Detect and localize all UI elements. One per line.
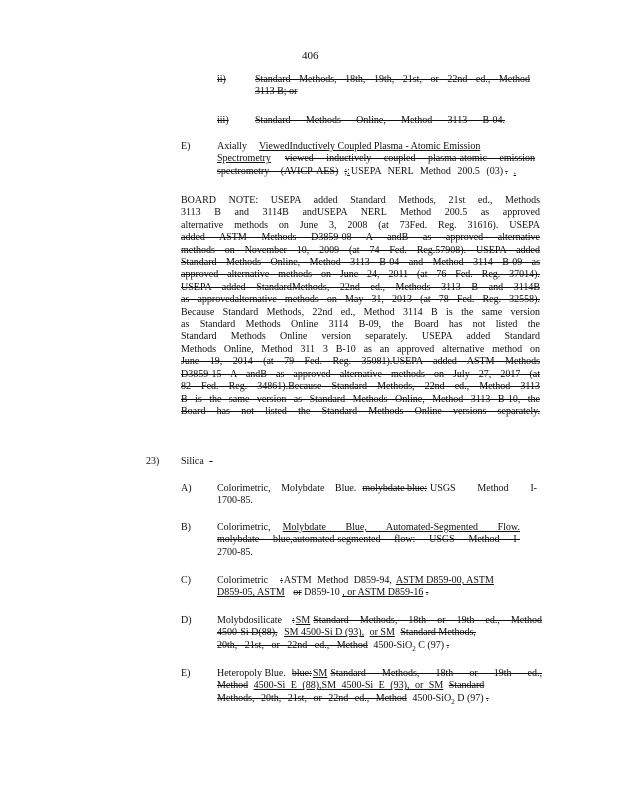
silica-d-label: D)	[181, 615, 192, 626]
silica-e-line-3	[217, 693, 542, 708]
silica-e-strike-part: Methods, 20th, 21st, or 22nd ed., Method	[217, 692, 407, 704]
board-note-line: methods on November 10, 2009 (at 74 Fed. Reg.57908). USEPA added	[181, 244, 540, 256]
board-note-line: Because Standard Methods, 22nd ed., Method 3114 B is the same version	[181, 306, 540, 318]
item-e-label: E)	[181, 141, 191, 152]
silica-e-underline-part: 4500-Si E (88),SM 4500-Si E (93), or SM	[253, 680, 444, 692]
silica-d-underline-part: or SM	[369, 627, 395, 639]
silica-b-line-3: 2700-85.	[217, 546, 253, 558]
silica-e-text	[217, 668, 542, 708]
silica-e-underline-part: SM	[312, 668, 328, 679]
board-note-line: D3859-15 A andB as approved alternative methods on July 27, 2017 (at	[181, 368, 540, 380]
silica-e-strike-part: Standard	[448, 680, 485, 692]
silica-c-underline-part: D859-05, ASTM	[217, 587, 285, 599]
silica-b-underline-part: Molybdate Blue, Automated-Segmented Flow.	[282, 522, 520, 533]
item-e-text-part: Spectrometry	[217, 153, 271, 165]
board-note-line: 3113 B and 3114B andUSEPA NERL Method 200.5 as approved	[181, 207, 540, 219]
board-note-line: Board has not listed the Standard Methods Online versions separately.	[181, 405, 540, 417]
silica-b-line-2: molybdate blue,automated-segmented flow: USGS Method I-	[217, 534, 520, 546]
silica-e-part: 4500-SiO	[412, 692, 452, 704]
silica-d-line-2	[217, 627, 542, 639]
item-e-strike-part: .	[505, 165, 508, 177]
board-note-line: approved alternative methods on June 24, 2011 (at 76 Fed. Reg. 37014).	[181, 269, 540, 281]
silica-e-part: D (97)	[457, 692, 484, 704]
silica-e-label: E)	[181, 668, 191, 679]
silica-e-subscript: 2	[451, 697, 455, 706]
silica-d-part: Molybdosilicate	[217, 615, 282, 626]
silica-e-part: Heteropoly Blue.	[217, 668, 286, 679]
board-note-line: as Standard Methods Online 3114 B-09, the Board has not listed the	[181, 319, 540, 331]
silica-a-line-2: 1700-85.	[217, 495, 253, 507]
item-ii-text	[255, 74, 530, 99]
silica-a-label: A)	[181, 483, 192, 494]
board-note-line: Methods Online, Method 311 3 B-10 as an approved alternative method on	[181, 343, 540, 355]
silica-e-strike-part: blue:	[291, 668, 312, 679]
silica-c-underline-part: ASTM D859-00, ASTM	[395, 575, 494, 586]
silica-d-underline-part: SM 4500-Si D (93),	[284, 627, 365, 639]
section-title-text: Silica	[181, 456, 204, 467]
item-e-text-part: USEPA NERL Method 200.5 (03)	[350, 165, 504, 177]
silica-c-part: ASTM Method D859-94,	[283, 575, 392, 586]
item-e-text-part: ViewedInductively Coupled Plasma - Atomic Emission	[259, 141, 481, 152]
silica-c-strike-part: .	[425, 587, 429, 599]
item-e-line-2	[217, 153, 535, 165]
board-note-line: 82 Fed. Reg. 34861).Because Standard Methods, 22nd ed., Method 3113	[181, 381, 540, 393]
board-note-line: June 19, 2014 (at 79 Fed. Reg. 35081).USEPA added ASTM Methods	[181, 356, 540, 368]
item-e-line-3	[217, 166, 535, 178]
silica-b-line-1	[217, 522, 520, 534]
item-e-strike-part: ;	[344, 165, 348, 177]
silica-d-underline-part: SM	[295, 615, 311, 626]
silica-d-subscript: 2	[412, 644, 416, 653]
item-e-text-part: :	[347, 165, 350, 177]
silica-d-part: 4500-SiO	[373, 639, 413, 651]
silica-c-underline-part: , or ASTM D859-16	[342, 587, 424, 599]
silica-d-text	[217, 615, 542, 655]
board-note-line: as approvedalternative methods on May 31, 2013 (at 78 Fed. Reg. 32558).	[181, 294, 540, 306]
silica-c-part: Colorimetric	[217, 575, 269, 586]
board-note-line: Standard Methods Online, Method 3113 B-04 and Method 3114 B-09 as	[181, 257, 540, 269]
silica-d-strike-part: Standard Methods,	[400, 627, 476, 639]
board-note-line: Standard Methods Online version separately. USEPA added Standard	[181, 331, 540, 343]
silica-a-strike-part: molybdate blue:	[362, 483, 428, 494]
silica-b-label: B)	[181, 522, 191, 533]
item-iii-text	[255, 115, 505, 127]
silica-c-text	[217, 575, 537, 600]
silica-d-line-1	[217, 615, 542, 627]
silica-d-part: C (97)	[418, 639, 445, 651]
item-ii-line-1: Standard Methods, 18th, 19th, 21st, or 22nd ed., Method	[255, 74, 530, 85]
section-title-mark: -	[209, 456, 213, 467]
item-e-text-part: .	[513, 165, 517, 177]
board-note-line: B is the same version as Standard Methods Online, Method 3113 B-10, the	[181, 393, 540, 405]
silica-a-part: USGS Method I-	[430, 483, 537, 494]
silica-c-line-2	[217, 587, 537, 599]
silica-d-strike-part: Standard Methods, 18th or 19th ed., Method	[313, 615, 542, 626]
item-iii-line-1: Standard Methods Online, Method 3113 B-04.	[255, 115, 505, 126]
board-note-line: USEPA added StandardMethods, 22nd ed., Methods 3113 B and 3114B	[181, 281, 540, 293]
item-e-underline-part	[259, 141, 535, 153]
silica-a-part: Colorimetric, Molybdate Blue.	[217, 483, 357, 494]
silica-a-line-1	[217, 483, 537, 495]
page-number: 406	[302, 50, 319, 62]
silica-b-text	[217, 522, 520, 559]
item-e-strike-part: viewed inductively coupled plasma-atomic emission	[284, 153, 535, 165]
item-e-text-part: Axially	[217, 141, 247, 152]
board-note	[181, 195, 540, 418]
item-ii-line-2: 3113 B; or	[255, 86, 298, 98]
board-note-line: BOARD NOTE: USEPA added Standard Methods, 21st ed., Methods	[181, 195, 540, 206]
item-e-text	[217, 141, 535, 178]
silica-d-strike-part: 20th, 21st, or 22nd ed., Method	[217, 639, 368, 651]
silica-c-line-1	[217, 575, 537, 587]
silica-c-part: D859-10	[304, 587, 340, 599]
item-label-ii: ii)	[217, 74, 226, 85]
section-title	[181, 456, 213, 468]
silica-e-strike-part: .	[486, 692, 489, 704]
item-label-iii: iii)	[217, 115, 229, 126]
silica-e-strike-part: Standard Methods, 18th or 19th ed.,	[330, 668, 542, 679]
silica-e-line-2	[217, 680, 542, 692]
board-note-line: alternative methods on June 3, 2008 (at 73Fed. Reg. 31616). USEPA	[181, 219, 540, 231]
silica-d-line-3	[217, 640, 542, 655]
item-e-strike-part: spectrometry (AVICP-AES)	[217, 165, 339, 177]
silica-d-strike-part: .	[446, 639, 450, 651]
section-number: 23)	[146, 456, 160, 467]
silica-d-strike-part: :	[292, 615, 295, 626]
silica-c-strike-part: or	[293, 587, 302, 599]
silica-e-line-1	[217, 668, 542, 680]
silica-b-part: Colorimetric,	[217, 522, 271, 533]
item-e-line-1	[217, 141, 535, 153]
silica-c-label: C)	[181, 575, 191, 586]
silica-d-strike-part: 4500-Si D(88),	[217, 627, 278, 639]
silica-e-strike-part: Method	[217, 680, 249, 692]
silica-c-strike-part: :	[280, 575, 283, 586]
silica-a-text	[217, 483, 537, 508]
board-note-line: added ASTM Methods D3859-08 A andB as approved alternative	[181, 232, 540, 244]
